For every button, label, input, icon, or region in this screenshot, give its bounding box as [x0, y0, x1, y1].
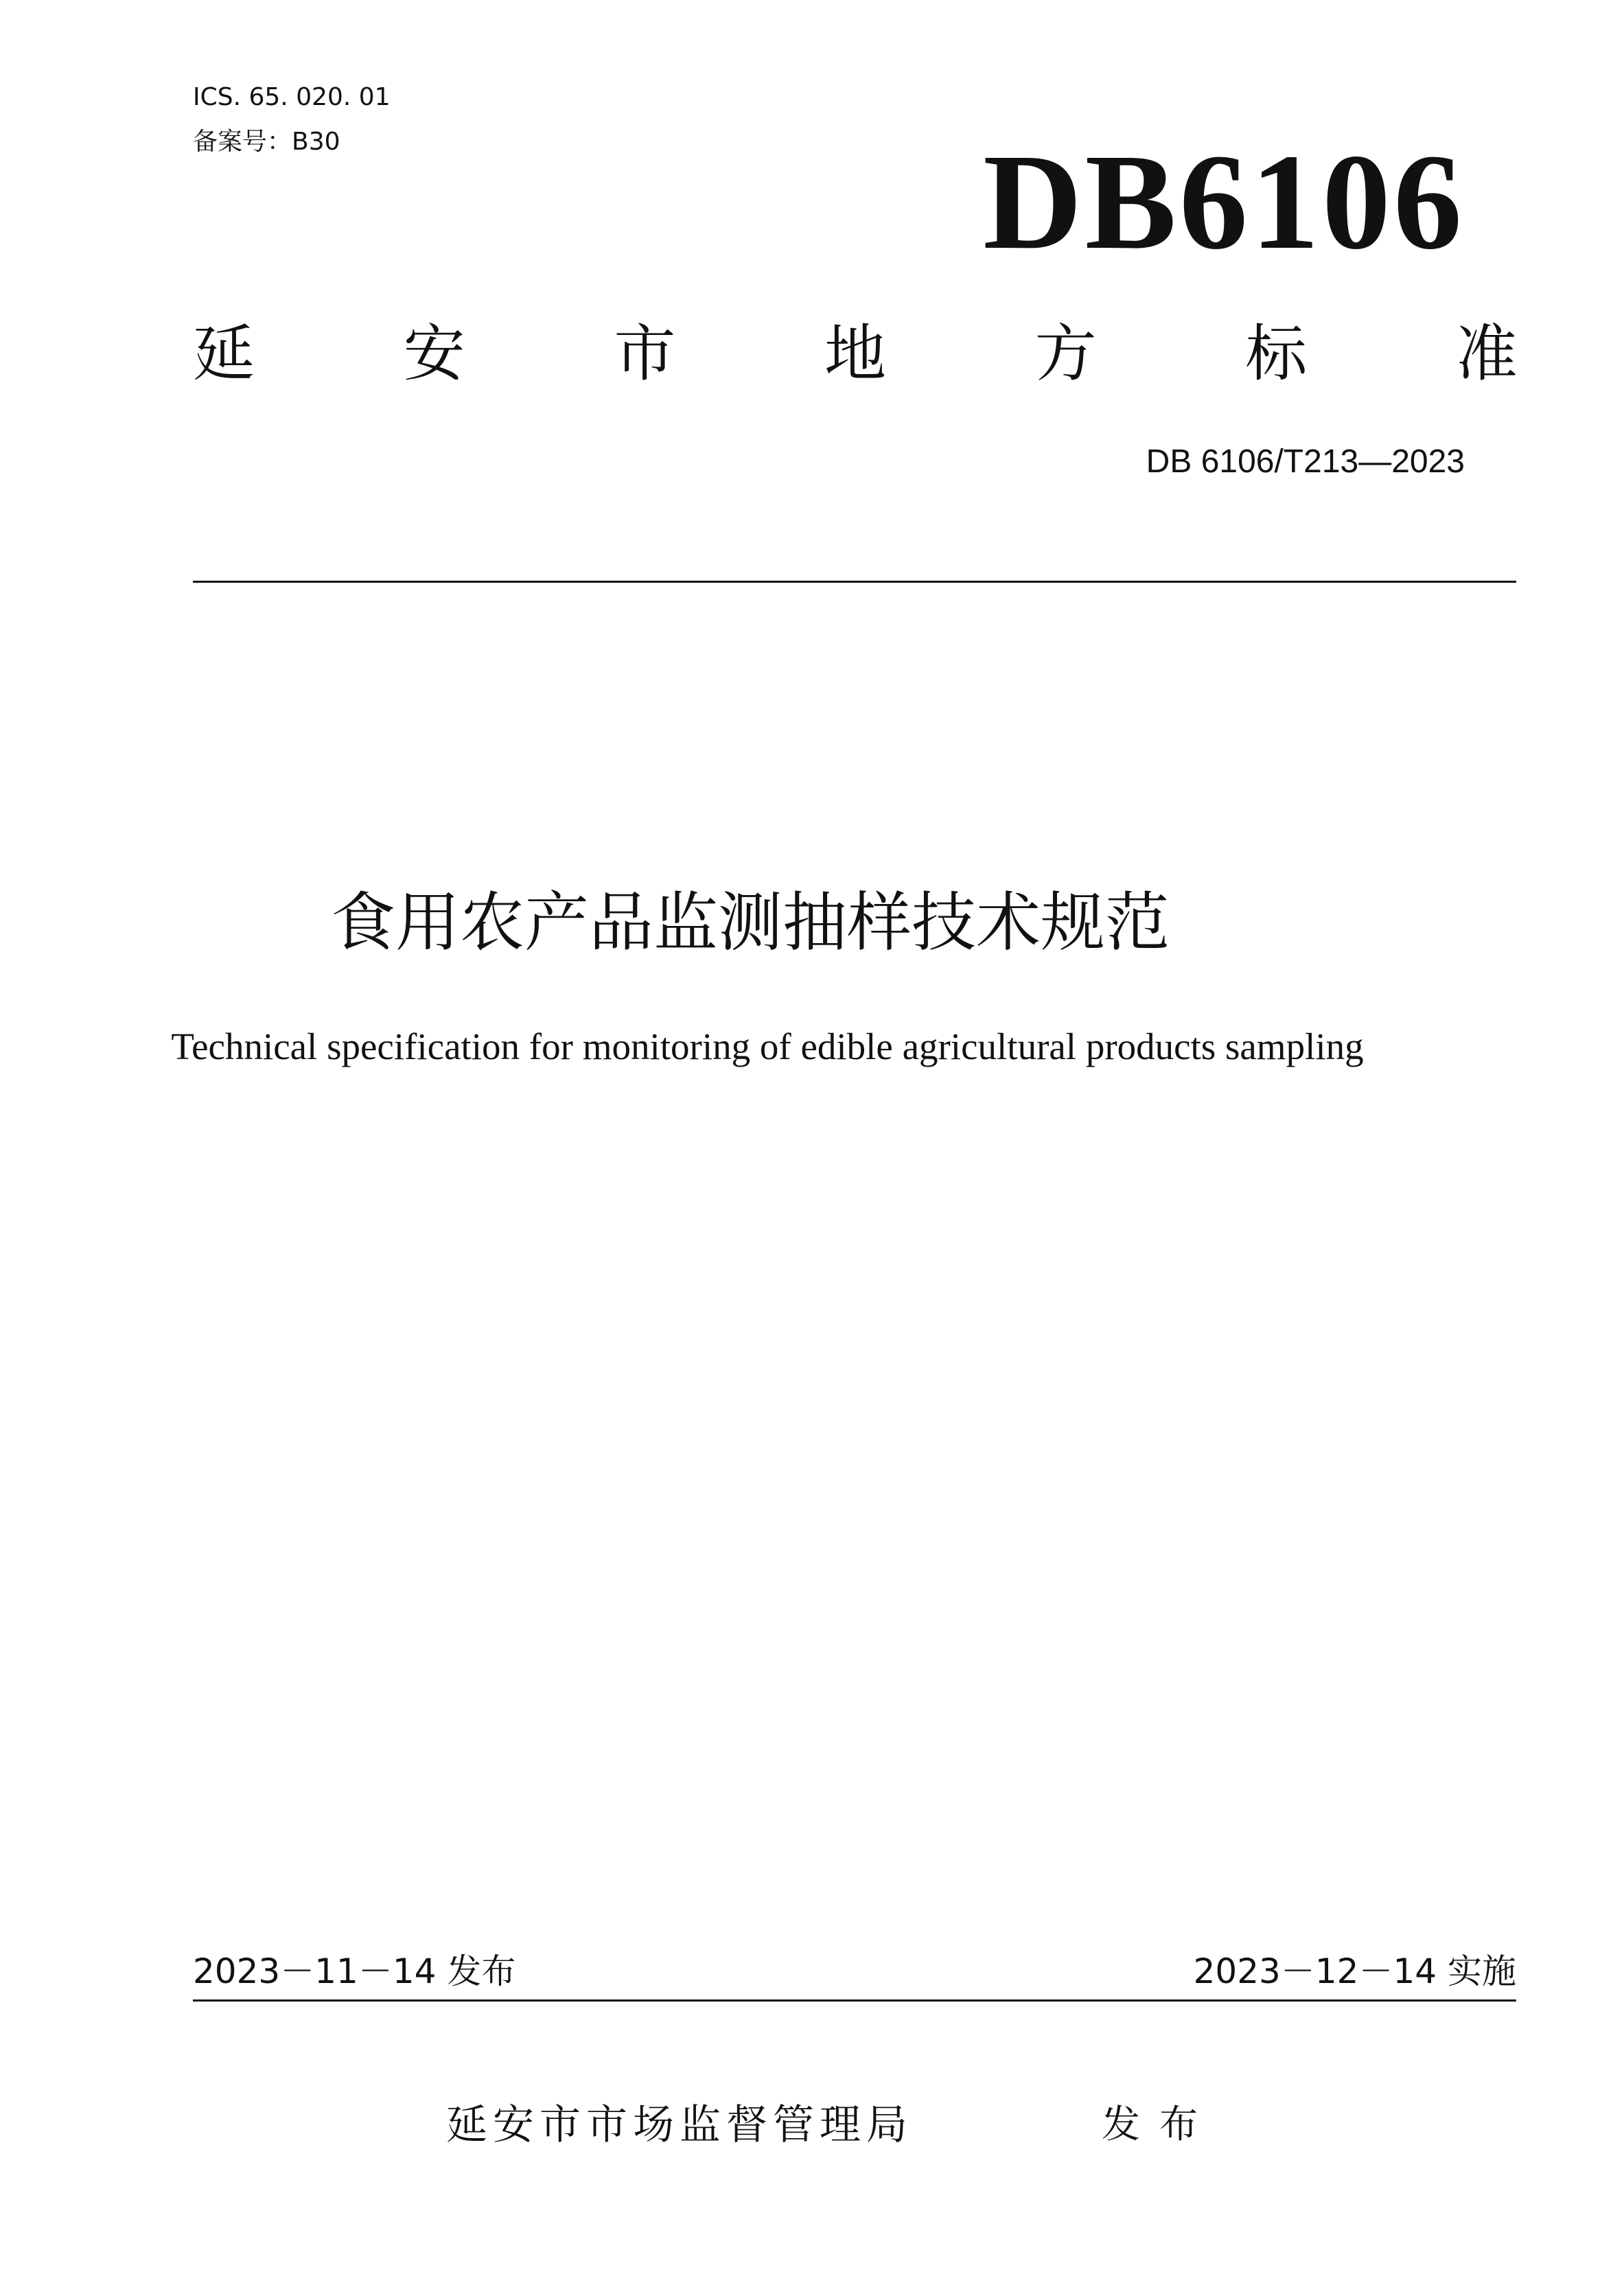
bottom-divider: [193, 1999, 1516, 2002]
standard-type-char: 标: [1245, 318, 1308, 390]
standard-type-char: 准: [1455, 318, 1518, 390]
filing-number: 备案号：B30: [193, 128, 340, 156]
standard-type-heading: [193, 320, 1518, 389]
standard-code-mark: DB6106: [983, 126, 1465, 278]
title-english: Technical specification for monitoring of edible agricultural products sampling: [171, 1025, 1364, 1067]
standard-type-char: 延: [193, 318, 255, 390]
effective-date: 2023－12－14 实施: [1193, 1951, 1516, 1991]
standard-type-char: 地: [824, 318, 886, 390]
standard-type-char: 安: [403, 318, 465, 390]
ics-code: ICS. 65. 020. 01: [193, 83, 391, 111]
standard-number: DB 6106/T213—2023: [1146, 443, 1465, 480]
release-date: 2023－11－14 发布: [193, 1951, 516, 1991]
top-divider: [193, 581, 1516, 583]
standard-type-char: 方: [1034, 318, 1097, 390]
publish-label: 发布: [1102, 2102, 1217, 2147]
title-chinese: 食用农产品监测抽样技术规范: [330, 885, 1170, 960]
standard-type-char: 市: [614, 318, 676, 390]
publisher-name: 延安市市场监督管理局: [446, 2101, 913, 2149]
